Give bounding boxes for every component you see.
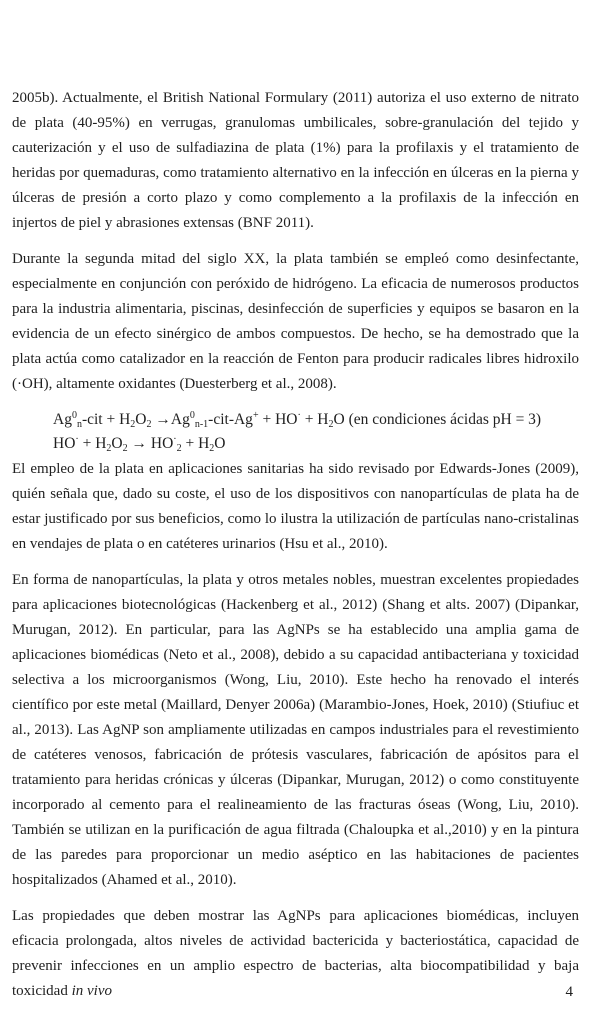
paragraph-sanitary-applications: El empleo de la plata en aplicaciones sanitarias ha sido revisado por Edwards-Jones (2009), quién señala que, dado su coste, el uso de los dispositivos con nanopartículas de plata ha de estar justificado por sus beneficios, como lo ilustra la utilización de partículas nano-cristalinas en vendajes de plata o en catéteres urinarios (Hsu et al., 2010). xyxy=(12,461,579,552)
equation-block xyxy=(12,408,579,456)
paragraph-biomedical-properties xyxy=(12,904,579,1004)
page-number: 4 xyxy=(565,984,573,1000)
fenton-reaction-equation-1: $Ag^0_n$-cit + $H_2O_2 \to Ag^0_{n-1}-cit-Ag^+ + HO^\cdot + H_2O$ (en condiciones ácidas pH = 3) xyxy=(53,410,542,430)
in-vivo-italic-text: in vivo xyxy=(71,983,112,999)
paragraph-biomedical-properties-text: Las propiedades que deben mostrar las AgNPs para aplicaciones biomédicas, incluyen eficacia prolongada, altos niveles de actividad bactericida y bacteriostática, capacidad de prevenir infecciones en un amplio espectro de bacterias, alta biocompatibilidad y baja toxicidad xyxy=(12,908,579,999)
fenton-reaction-equation-2: $HO^\cdot + H_2O_2 \to HO^\cdot_2 + H_2O$ xyxy=(53,434,226,454)
paragraph-silver-disinfectant: Durante la segunda mitad del siglo XX, la plata también se empleó como desinfectante, especialmente en conjunción con peróxido de hidrógeno. La eficacia de numerosos productos para la industria alimentaria, piscinas, desinfección de superficies y equipos se basaron en la evidencia de un efecto sinérgico de ambos compuestos. De hecho, se ha demostrado que la plata actúa como catalizador en la reacción de Fenton para producir radicales libres hidroxilo (·OH), altamente oxidantes (Duesterberg et al., 2008). xyxy=(12,251,579,392)
paragraph-agnp-industrial-applications: En forma de nanopartículas, la plata y otros metales nobles, muestran excelentes propiedades para aplicaciones biotecnológicas (Hackenberg et al., 2012) (Shang et alts. 2007) (Dipankar, Murugan, 2012). En particular, para las AgNPs se ha establecido una amplia gama de aplicaciones biomédicas (Neto et al., 2008), debido a su capacidad antibacteriana y toxicidad selectiva a los microorganismos (Wong, Liu, 2010). Este hecho ha renovado el interés científico por este metal (Maillard, Denyer 2006a) (Marambio-Jones, Hoek, 2010) (Stiufiuc et al., 2013). Las AgNP son ampliamente utilizadas en campos industriales para el revestimiento de catéteres venosos, fabricación de prótesis vasculares, fabricación de apósitos para el tratamiento para heridas crónicas y úlceras (Dipankar, Murugan, 2012) o como constituyente incorporado al cemento para el realineamiento de las fracturas óseas (Wong, Liu, 2010). También se utilizan en la purificación de agua filtrada (Chaloupka et al.,2010) y en la pintura de las paredes para proporcionar un medio aséptico en las habitaciones de pacientes hospitalizados (Ahamed et al., 2010). xyxy=(12,572,579,888)
paragraph-silver-nitrate-uses: 2005b). Actualmente, el British National Formulary (2011) autoriza el uso externo de nitrato de plata (40-95%) en verrugas, granulomas umbilicales, sobre-granulación del tejido y cauterización y el uso de sulfadiazina de plata (1%) para la profilaxis y el tratamiento de heridas por quemaduras, como tratamiento alternativo en la infección en úlceras en la pierna y úlceras de presión a corto plazo y como complemento a la profilaxis de la infección en injertos de piel y abrasiones extensas (BNF 2011). xyxy=(12,90,579,231)
